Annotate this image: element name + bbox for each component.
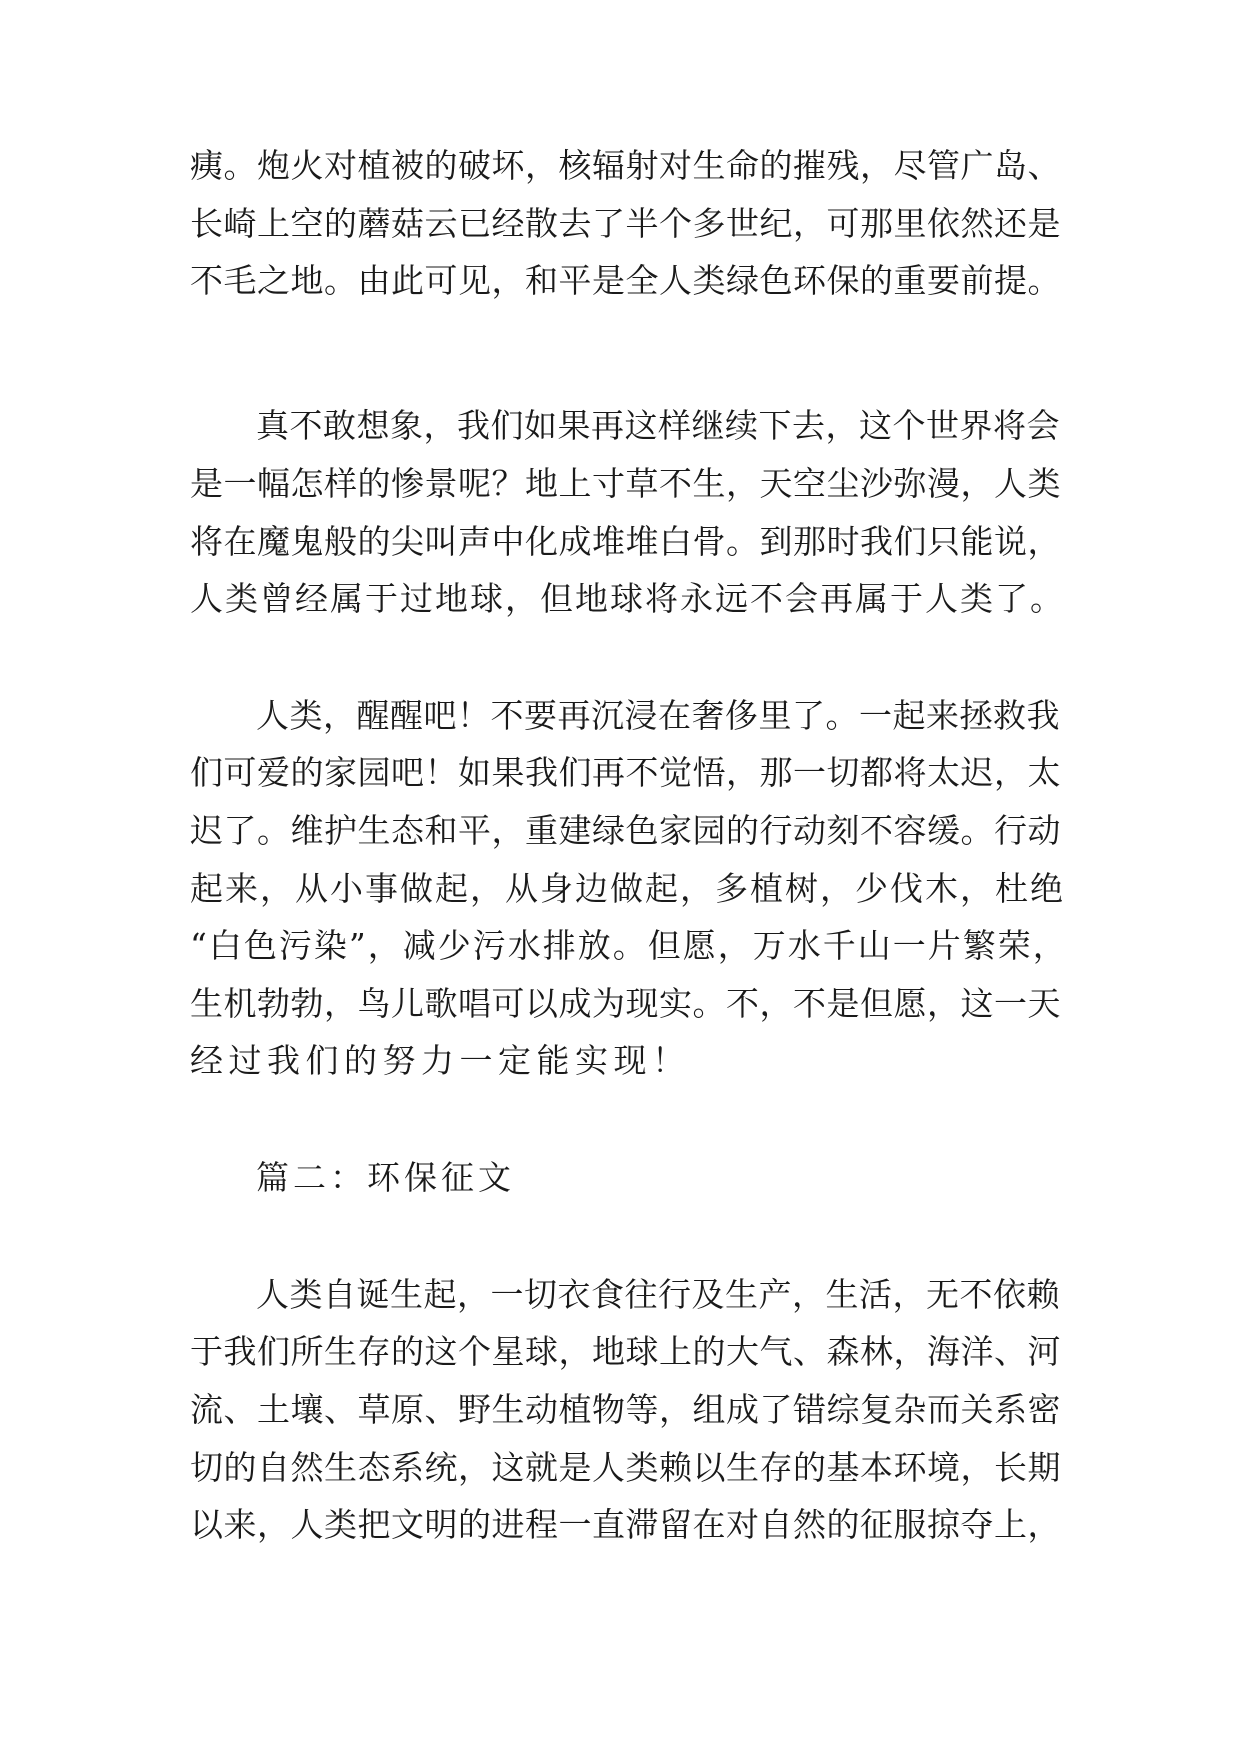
paragraph-3-line-5: “白色污染”，减少污水排放。但愿，万水千山一片繁荣，	[190, 926, 1068, 965]
paragraph-1-line-3: 不毛之地。由此可见，和平是全人类绿色环保的重要前提。	[190, 261, 1061, 300]
paragraph-2-line-3: 将在魔鬼般的尖叫声中化成堆堆白骨。到那时我们只能说，	[190, 522, 1061, 561]
paragraph-3-line-4: 起来，从小事做起，从身边做起，多植树，少伐木，杜绝	[190, 869, 1065, 908]
paragraph-3-line-7: 经过我们的努力一定能实现！	[190, 1041, 691, 1080]
paragraph-2-line-1: 真不敢想象，我们如果再这样继续下去，这个世界将会	[256, 406, 1060, 445]
paragraph-4-line-1: 人类自诞生起，一切衣食往行及生产，生活，无不依赖	[256, 1275, 1060, 1314]
paragraph-2-line-4: 人类曾经属于过地球，但地球将永远不会再属于人类了。	[190, 579, 1065, 618]
paragraph-3-line-1: 人类，醒醒吧！不要再沉浸在奢侈里了。一起来拯救我	[256, 696, 1060, 735]
paragraph-2-line-2: 是一幅怎样的惨景呢？地上寸草不生，天空尘沙弥漫，人类	[190, 464, 1061, 503]
paragraph-3-line-6: 生机勃勃，鸟儿歌唱可以成为现实。不，不是但愿，这一天	[190, 984, 1061, 1023]
paragraph-1-line-2: 长崎上空的蘑菇云已经散去了半个多世纪，可那里依然还是	[190, 204, 1061, 243]
paragraph-4-line-2: 于我们所生存的这个星球，地球上的大气、森林，海洋、河	[190, 1332, 1061, 1371]
paragraph-4-line-4: 切的自然生态系统，这就是人类赖以生存的基本环境，长期	[190, 1448, 1061, 1487]
paragraph-1-line-1: 痍。炮火对植被的破坏，核辐射对生命的摧残，尽管广岛、	[190, 146, 1061, 185]
paragraph-3-line-3: 迟了。维护生态和平，重建绿色家园的行动刻不容缓。行动	[190, 811, 1061, 850]
paragraph-3-line-2: 们可爱的家园吧！如果我们再不觉悟，那一切都将太迟，太	[190, 753, 1061, 792]
section-heading: 篇二：环保征文	[256, 1158, 515, 1197]
paragraph-4-line-5: 以来，人类把文明的进程一直滞留在对自然的征服掠夺上，	[190, 1505, 1061, 1544]
paragraph-4-line-3: 流、土壤、草原、野生动植物等，组成了错综复杂而关系密	[190, 1390, 1061, 1429]
